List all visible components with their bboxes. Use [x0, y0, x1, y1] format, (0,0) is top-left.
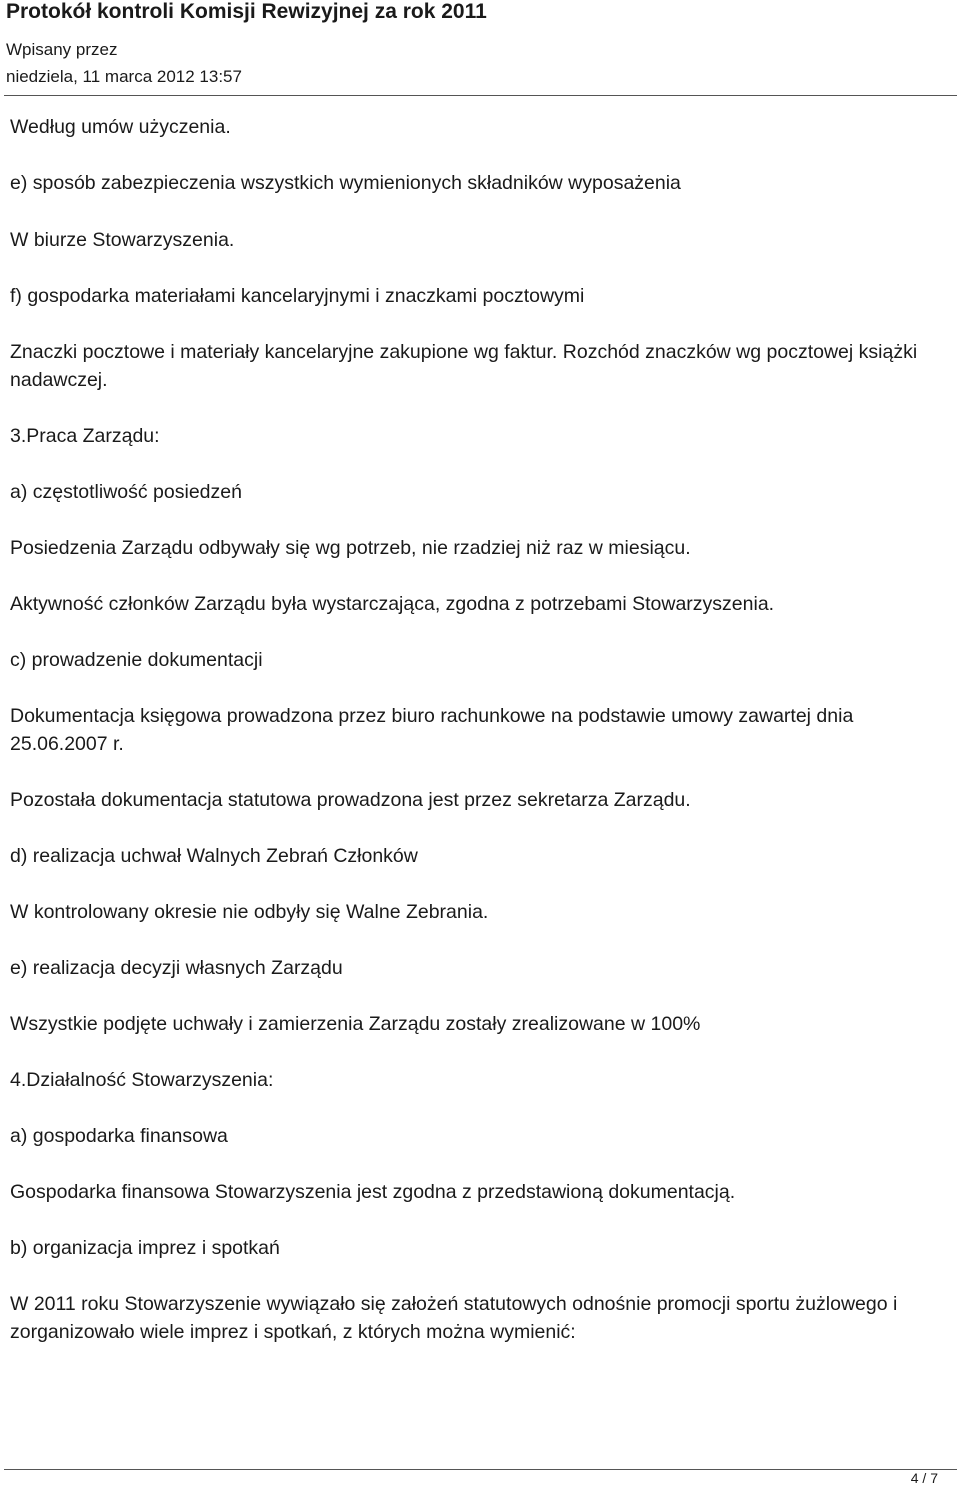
- page-number: 4 / 7: [910, 1470, 938, 1486]
- paragraph: e) sposób zabezpieczenia wszystkich wymienionych składników wyposażenia: [10, 172, 681, 194]
- paragraph: b) organizacja imprez i spotkań: [10, 1237, 280, 1259]
- paragraph: c) prowadzenie dokumentacji: [10, 649, 263, 671]
- paragraph: Znaczki pocztowe i materiały kancelaryjne zakupione wg faktur. Rozchód znaczków wg pocztowej książki nadawczej.: [10, 341, 918, 391]
- paragraph: Gospodarka finansowa Stowarzyszenia jest zgodna z przedstawioną dokumentacją.: [10, 1181, 736, 1203]
- page-title: Protokół kontroli Komisji Rewizyjnej za rok 2011: [6, 0, 487, 23]
- paragraph: a) gospodarka finansowa: [10, 1125, 228, 1147]
- paragraph: W 2011 roku Stowarzyszenie wywiązało się założeń statutowych odnośnie promocji sportu żużlowego i zorganizowało wiele imprez i spotkań, z których można wymienić:: [10, 1293, 898, 1343]
- section-heading: 4.Działalność Stowarzyszenia:: [10, 1069, 274, 1091]
- paragraph: W kontrolowany okresie nie odbyły się Walne Zebrania.: [10, 901, 489, 923]
- header-divider: [4, 95, 957, 96]
- paragraph: Dokumentacja księgowa prowadzona przez biuro rachunkowe na podstawie umowy zawartej dnia 25.06.2007 r.: [10, 705, 854, 755]
- byline-date: niedziela, 11 marca 2012 13:57: [6, 67, 242, 86]
- paragraph: Wszystkie podjęte uchwały i zamierzenia Zarządu zostały zrealizowane w 100%: [10, 1013, 701, 1035]
- paragraph: Według umów użyczenia.: [10, 116, 231, 138]
- paragraph: f) gospodarka materiałami kancelaryjnymi i znaczkami pocztowymi: [10, 285, 585, 307]
- section-heading: 3.Praca Zarządu:: [10, 425, 160, 447]
- paragraph: Posiedzenia Zarządu odbywały się wg potrzeb, nie rzadziej niż raz w miesiącu.: [10, 537, 691, 559]
- footer-divider: [4, 1469, 957, 1470]
- byline-label: Wpisany przez: [6, 40, 118, 59]
- paragraph: a) częstotliwość posiedzeń: [10, 481, 242, 503]
- paragraph: Pozostała dokumentacja statutowa prowadzona jest przez sekretarza Zarządu.: [10, 789, 691, 811]
- paragraph: Aktywność członków Zarządu była wystarczająca, zgodna z potrzebami Stowarzyszenia.: [10, 593, 775, 615]
- paragraph: d) realizacja uchwał Walnych Zebrań Członków: [10, 845, 418, 867]
- paragraph: e) realizacja decyzji własnych Zarządu: [10, 957, 343, 979]
- paragraph: W biurze Stowarzyszenia.: [10, 229, 235, 251]
